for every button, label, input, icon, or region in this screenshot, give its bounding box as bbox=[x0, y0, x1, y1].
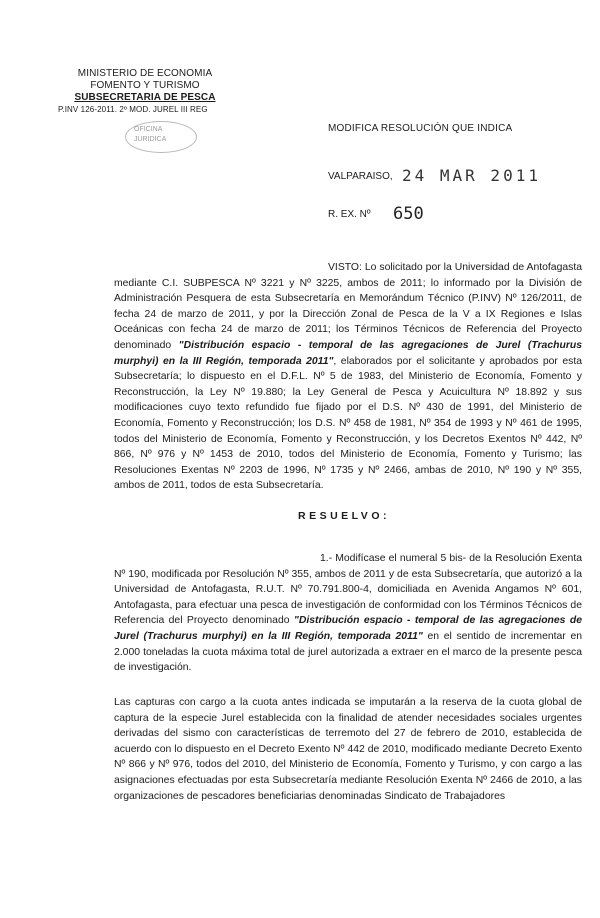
project-title: "Distribución espacio - temporal de las agregaciones de Jurel (Trachurus murphyi) en la III Región, temporada 2011" bbox=[114, 339, 582, 367]
ministry-line-2: FOMENTO Y TURISMO bbox=[90, 80, 200, 91]
office-stamp bbox=[125, 121, 197, 153]
visto-text-a: VISTO: Lo solicitado por la Universidad de Antofagasta mediante C.I. SUBPESCA Nº 3221 y Nº 3225, ambos de 2011; lo informado por la División de Administración Pesquera de esta Subsecretaría en Memorándum Técnico (P.INV) Nº 126/2011, de fecha 24 de marzo de 2011, y por la Dirección Zonal de Pesca de la V a IX Regiones e Islas Oceánicas con fecha 24 de marzo de 2011; los Términos Técnicos de Referencia del Proyecto denominado bbox=[114, 262, 582, 351]
resolution-number: 650 bbox=[393, 204, 424, 224]
letterhead bbox=[58, 68, 220, 116]
visto-paragraph bbox=[114, 260, 582, 494]
ministry-line: MINISTERIO DE ECONOMIA bbox=[77, 68, 213, 79]
resolution-label: R. EX. Nº bbox=[328, 209, 371, 220]
date-stamp: 24 MAR 2011 bbox=[402, 166, 541, 185]
resuelvo-heading: RESUELVO: bbox=[298, 510, 390, 522]
stamp-line-2: JURIDICA bbox=[134, 136, 167, 143]
reference-code: P.INV 126-2011. 2º MOD. JUREL III REG bbox=[58, 105, 208, 114]
stamp-line-1: OFICINA bbox=[134, 126, 163, 133]
captures-paragraph: Las capturas con cargo a la cuota antes indicada se imputarán a la reserva de la cuota global de captura de la especie Jurel establecida con la finalidad de atender necesidades sociales urgentes derivadas del sismo con características de terremoto del 27 de febrero de 2010, establecida de acuerdo con lo dispuesto en el Decreto Exento Nº 442 de 2010, modificado mediante Decreto Exento Nº 866 y Nº 976, todos del 2010, del Ministerio de Economía, Fomento y Turismo, y con cargo a las asignaciones efectuadas por esta Subsecretaría mediante Resolución Exenta Nº 2466 de 2010, a las organizaciones de pescadores beneficiarias denominadas Sindicato de Trabajadores bbox=[114, 697, 582, 802]
article-1-text-c: en el sentido de incrementar en 2.000 toneladas la cuota máxima total de jurel autorizada a extraer en el marco de la presente pesca de investigación. bbox=[114, 630, 583, 674]
article-1-paragraph bbox=[114, 551, 582, 676]
place-label: VALPARAISO, bbox=[328, 171, 393, 182]
article-1-text-a: 1.- Modifícase el numeral 5 bis- de la Resolución Exenta Nº 190, modificada por Resolución Nº 355, ambos de 2011 y de esta Subsecretaría, que autorizó a la Universidad de Antofagasta, R.U.T. Nº 70.791.800-4, domiciliada en Avenida Angamos Nº 601, Antofagasta, para efectuar una pesca de investigación de conformidad con los Términos Técnicos de Referencia del Proyecto denominado bbox=[114, 553, 582, 627]
document-subject: MODIFICA RESOLUCIÓN QUE INDICA bbox=[328, 123, 513, 134]
visto-text-c: , elaborados por el solicitante y aprobados por esta Subsecretaría; lo dispuesto en el D.F.L. Nº 5 de 1983, del Ministerio de Economía, Fomento y Reconstrucción, la Ley Nº 19.880; la Ley General de Pesca y Acuicultura Nº 18.892 y sus modificaciones cuyo texto refundido fue fijado por el D.S. Nº 430 de 1991, del Ministerio de Economía, Fomento y Reconstrucción; los D.S. Nº 458 de 1981, Nº 354 de 1993 y Nº 461 de 1995, todos del Ministerio de Economía, Fomento y Reconstrucción, y los Decretos Exentos Nº 442, Nº 866, Nº 976 y Nº 1453 de 2010, todos del Ministerio de Economía, Fomento y Turismo; las Resoluciones Exentas Nº 2203 de 1996, Nº 1735 y Nº 2466, ambas de 2010, Nº 190 y Nº 355, ambos de 2011, todos de esta Subsecretaría. bbox=[114, 355, 582, 492]
subsecretaria-line: SUBSECRETARIA DE PESCA bbox=[74, 92, 216, 103]
project-title-2: "Distribución espacio - temporal de las agregaciones de Jurel (Trachurus murphyi) en la III Región, temporada 2011" bbox=[114, 615, 582, 642]
